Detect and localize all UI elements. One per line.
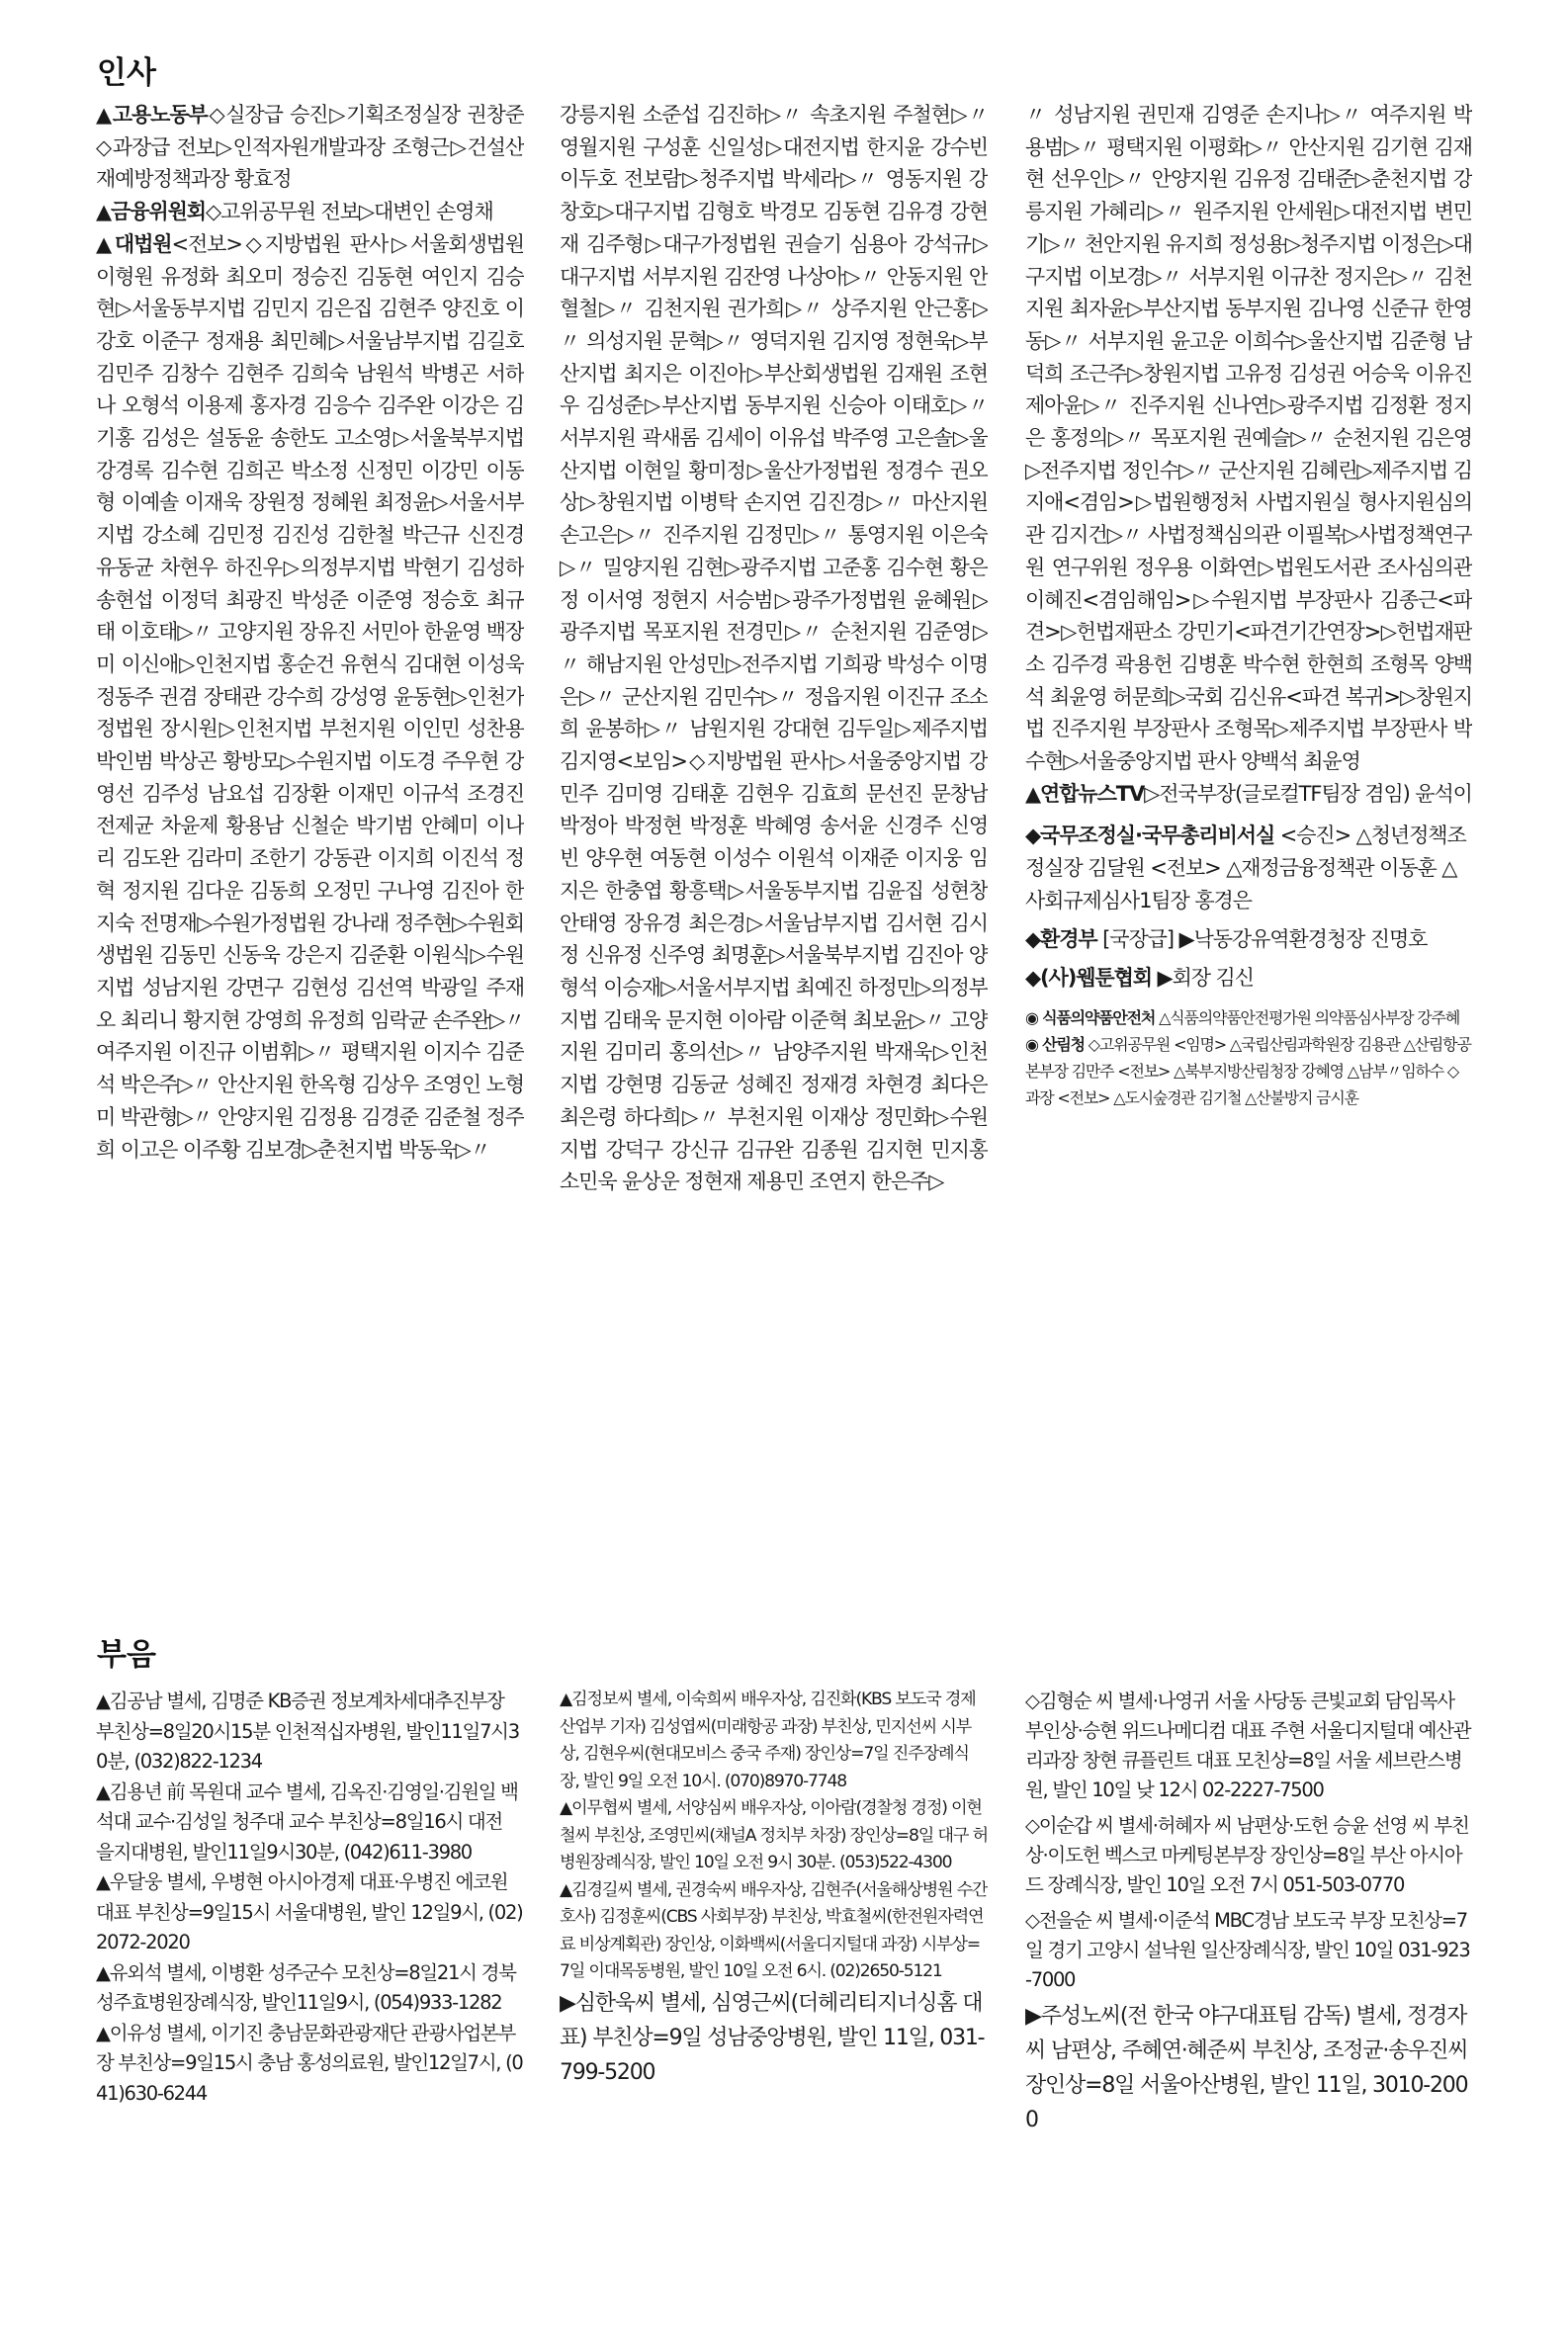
entry-body: ◇실장급 승진▷기획조정실장 권창준◇과장급 전보▷인적자원개발과장 조형근▷건설산재예방정책과장 황효정	[96, 103, 524, 192]
appointment-entry: 강릉지원 소준섭 김진하▷〃 속초지원 주철현▷〃 영월지원 구성훈 신일성▷대전지법 한지윤 강수빈 이두호 전보람▷청주지법 박세라▷〃 영동지원 강창호▷대구지법 김형호 박경모 김동현 김유경 강현재 김주형▷대구가정법원 권슬기 심용아 강석규▷대구지법 서부지원 김잔영 나상아▷〃 안동지원 안혈철▷〃 김천지원 권가희▷〃 상주지원 안근홍▷〃 의성지원 문혁▷〃 영덕지원 김지영 정현욱▷부산지법 최지은 이진아▷부산회생법원 김재원 조현우 김성준▷부산지법 동부지원 신승아 이태호▷〃 서부지원 곽새롬 김세이 이유섭 박주영 고은솔▷울산지법 이현일 황미정▷울산가정법원 정경수 권오상▷창원지법 이병탁 손지연 김진경▷〃 마산지원 손고은▷〃 진주지원 김정민▷〃 통영지원 이은숙▷〃 밀양지원 김현▷광주지법 고준홍 김수현 황은정 이서영 정현지 서승범▷광주가정법원 윤혜원▷광주지법 목포지원 전경민▷〃 순천지원 김준영▷〃 해남지원 안성민▷전주지법 기희광 박성수 이명은▷〃 군산지원 김민수▷〃 정읍지원 이진규 조소희 윤봉하▷〃 남원지원 강대현 김두일▷제주지법 김지영<보임>◇지방법원 판사▷서울중앙지법 강민주 김미영 김태훈 김현우 김효희 문선진 문창남 박정아 박정현 박정훈 박혜영 송서윤 신경주 신영빈 양우현 여동현 이성수 이원석 이재준 이지웅 임지은 한충엽 황흥택▷서울동부지법 김윤집 성현창 안태영 장유경 최은경▷서울남부지법 김서현 김시정 신유정 신주영 최명훈▷서울북부지법 김진아 양형석 이승재▷서울서부지법 최예진 하정민▷의정부지법 김태욱 문지현 이아람 이준혁 최보윤▷〃 고양지원 김미리 홍의선▷〃 남양주지원 박재욱▷인천지법 강현명 김동균 성혜진 정재경 차현경 최다은 최은령 하다희▷〃 부천지원 이재상 정민화▷수원지법 강덕구 강신규 김규완 김종원 김지현 민지홍 소민욱 윤상운 정현재 제용민 조연지 한은주▷	[560, 103, 988, 1194]
section-title-insa: 인사	[97, 55, 156, 91]
insa-column-3	[1025, 99, 1472, 1562]
org-name: ▲대법원	[96, 231, 172, 256]
obituary-entry: ▶주성노씨(전 한국 야구대표팀 감독) 별세, 정경자씨 남편상, 주혜연·혜준씨 부친상, 조정균·송우진씨 장인상=8일 서울아산병원, 발인 11일, 3010-2000	[1025, 2004, 1468, 2132]
insa-column-1	[96, 99, 524, 1532]
obituary-entry: ▲이무협씨 별세, 서양심씨 배우자상, 이아람(경찰청 경정) 이현철씨 부친상, 조영민씨(채널A 정치부 차장) 장인상=8일 대구 허병원장례식장, 발인 10일 오전 9시 30분. (053)522-4300	[560, 1798, 988, 1872]
appointment-entry	[1025, 1031, 1472, 1111]
obituary-entry: ▲김정보씨 별세, 이숙희씨 배우자상, 김진화(KBS 보도국 경제산업부 기자) 김성엽씨(미래항공 과장) 부친상, 민지선씨 시부상, 김현우씨(현대모비스 중국 주재) 장인상=7일 진주장례식장, 발인 9일 오전 10시. (070)8970-7748	[560, 1690, 976, 1791]
obituary-entry: ▶심한욱씨 별세, 심영근씨(더헤리티지너싱홈 대표) 부친상=9일 성남중앙병원, 발인 11일, 031-799-5200	[560, 1990, 985, 2085]
entry-body: [국장급] ▶낙동강유역환경청장 진명호	[1096, 927, 1428, 952]
appointment-entry: 〃 성남지원 권민재 김영준 손지나▷〃 여주지원 박용범▷〃 평택지원 이평화▷〃 안산지원 김기현 김재현 선우인▷〃 안양지원 김유정 김태준▷춘천지법 강릉지원 가혜리▷〃 원주지원 안세원▷대전지법 변민기▷〃 천안지원 유지희 정성용▷청주지법 이정은▷대구지법 이보경▷〃 서부지원 이규찬 정지은▷〃 김천지원 최자윤▷부산지법 동부지원 김나영 신준규 한영동▷〃 서부지원 윤고운 이희수▷울산지법 김준형 남덕희 조근주▷창원지법 고유정 김성권 어승욱 이유진 제아윤▷〃 진주지원 신나연▷광주지법 김정환 정지은 홍정의▷〃 목포지원 권예슬▷〃 순천지원 김은영▷전주지법 정인수▷〃 군산지원 김혜린▷제주지법 김지애<겸임>▷법원행정처 사법지원실 형사지원심의관 김지건▷〃 사법정책심의관 이필복▷사법정책연구원 연구위원 정우용 이화연▷법원도서관 조사심의관 이혜진<겸임해임>▷수원지법 부장판사 김종근<파견>▷헌법재판소 강민기<파견기간연장>▷헌법재판소 김주경 곽용헌 김병훈 박수현 한현희 조형목 양백석 최윤영 허문희▷국회 김신유<파견 복귀>▷창원지법 진주지원 부장판사 조형목▷제주지법 부장판사 박수현▷서울중앙지법 판사 양백석 최윤영	[1025, 103, 1472, 774]
appointment-entry	[1025, 962, 1472, 995]
entry-body: <전보>◇지방법원 판사▷서울회생법원 이형원 유정화 최오미 정승진 김동현 여인지 김승현▷서울동부지법 김민지 김은집 김현주 양진호 이강호 이준구 정재용 최민혜▷서울남부지법 김길호 김민주 김창수 김현주 김희숙 남원석 박병곤 서하나 오형석 이용제 홍자경 김응수 김주완 이강은 김기홍 김성은 설동윤 송한도 고소영▷서울북부지법 강경록 김수현 김희곤 박소정 신정민 이강민 이동형 이예솔 이재욱 장원정 정혜원 최정윤▷서울서부지법 강소혜 김민정 김진성 김한철 박근규 신진경 유동균 차현우 하진우▷의정부지법 박현기 김성하 송현섭 이정덕 최광진 박성준 이준영 정승호 최규태 이호태▷〃 고양지원 장유진 서민아 한윤영 백장미 이신애▷인천지법 홍순건 유현식 김대현 이성욱 정동주 권겸 장태관 강수희 강성영 윤동현▷인천가정법원 장시원▷인천지법 부천지원 이인민 성찬용 박인범 박상곤 황방모▷수원지법 이도경 주우현 강영선 김주성 남요섭 김장환 이재민 이규석 조경진 전제균 차윤제 황용남 신철순 박기범 안혜미 이나리 김도완 김라미 조한기 강동관 이지희 이진석 정혁 정지원 김다운 김동희 오정민 구나영 김진아 한지숙 전명재▷수원가정법원 강나래 정주현▷수원회생법원 김동민 신동욱 강은지 김준환 이원식▷수원지법 성남지원 강면구 김현성 김선역 박광일 주재오 최리니 황지현 강영희 유정희 임락균 손주완▷〃 여주지원 이진규 이범휘▷〃 평택지원 이지수 김준석 박은주▷〃 안산지원 한옥형 김상우 조영인 노형미 박관형▷〃 안양지원 김정용 김경준 김준철 정주희 이고은 이주황 김보경▷춘천지법 박동욱▷〃	[96, 231, 524, 1162]
section-title-bueum: 부음	[97, 1637, 156, 1673]
entry-body: ▶회장 김신	[1151, 966, 1254, 991]
obituary-entry: ▲유외석 별세, 이병환 성주군수 모친상=8일21시 경북 성주효병원장례식장, 발인11일9시, (054)933-1282	[96, 1960, 516, 2014]
org-name: ◉ 식품의약품안전처	[1025, 1008, 1156, 1028]
appointment-entry	[96, 196, 524, 228]
bueum-column-2	[560, 1687, 988, 2299]
bueum-column-3	[1025, 1687, 1472, 2309]
appointment-entry	[96, 99, 524, 196]
org-name: ◆환경부	[1025, 927, 1097, 952]
obituary-entry: ◇전을순 씨 별세·이준석 MBC경남 보도국 부장 모친상=7일 경기 고양시 설낙원 일산장례식장, 발인 10일 031-923-7000	[1025, 1909, 1470, 1991]
obituary-entry: ▲김공남 별세, 김명준 KB증권 정보계차세대추진부장 부친상=8일20시15분 인천적십자병원, 발인11일7시30분, (032)822-1234	[96, 1690, 519, 1773]
entry-body: ▷전국부장(글로컬TF팀장 겸임) 윤석이	[1144, 781, 1472, 806]
org-name: ▲연합뉴스TV	[1025, 781, 1145, 806]
appointment-entry	[1025, 778, 1472, 811]
obituary-entry: ▲김경길씨 별세, 권경숙씨 배우자상, 김현주(서울해상병원 수간호사) 김정훈씨(CBS 사회부장) 부친상, 박효철씨(한전원자력연료 비상계획관) 장인상, 이화백씨(서울디지털대 과장) 시부상=7일 이대목동병원, 발인 10일 오전 6시. (02)2650-5121	[560, 1879, 988, 1981]
obituary-entry: ◇이순갑 씨 별세·허혜자 씨 남편상·도헌 승윤 선영 씨 부친상·이도헌 벡스코 마케팅본부장 장인상=8일 부산 아시아드 장례식장, 발인 10일 오전 7시 051-503-0770	[1025, 1814, 1469, 1896]
org-name: ▲고용노동부	[96, 103, 208, 127]
obituary-entry: ◇김형순 씨 별세·나영귀 서울 사당동 큰빛교회 담임목사 부인상·승현 위드나메디컴 대표 주현 서울디지털대 예산관리과장 창현 큐플린트 대표 모친상=8일 서울 세브란스병원, 발인 10일 낮 12시 02-2227-7500	[1025, 1690, 1471, 1801]
appointment-entry	[1025, 1004, 1472, 1031]
org-name: ▲금융위원회	[96, 200, 206, 224]
entry-body: ◇고위공무원 전보▷대변인 손영채	[205, 200, 493, 224]
org-name: ◉ 산림청	[1025, 1035, 1085, 1055]
appointment-entry	[1025, 923, 1472, 956]
org-name: ◆국무조정실·국무총리비서실	[1025, 824, 1275, 848]
bueum-column-1	[96, 1687, 524, 2299]
appointment-entry	[1025, 820, 1472, 917]
entry-body: ◇고위공무원 <임명> △국립산림과학원장 김용관 △산림항공본부장 김만주 <전보> △북부지방산림청장 강혜영 △남부〃임하수 ◇과장 <전보> △도시숲경관 김기철 △산불방지 금시훈	[1025, 1035, 1471, 1108]
insa-column-2	[560, 99, 988, 1532]
appointment-entry	[96, 228, 524, 1166]
org-name: ◆(사)웹툰협회	[1025, 966, 1152, 991]
obituary-entry: ▲이유성 별세, 이기진 충남문화관광재단 관광사업본부장 부친상=9일15시 충남 홍성의료원, 발인12일7시, (041)630-6244	[96, 2021, 523, 2105]
entry-body: <승진> △청년정책조정실장 김달원 <전보> △재정금융정책관 이동훈 △사회규제심사1팀장 홍경은	[1025, 824, 1466, 913]
obituary-entry: ▲김용년 前 목원대 교수 별세, 김옥진·김영일·김원일 백석대 교수·김성일 청주대 교수 부친상=8일16시 대전 을지대병원, 발인11일9시30분, (042)611-3980	[96, 1779, 518, 1864]
entry-body: △식품의약품안전평가원 의약품심사부장 강주혜	[1155, 1008, 1460, 1028]
obituary-entry: ▲우달웅 별세, 우병현 아시아경제 대표·우병진 에코원 대표 부친상=9일15시 서울대병원, 발인 12일9시, (02)2072-2020	[96, 1870, 523, 1953]
